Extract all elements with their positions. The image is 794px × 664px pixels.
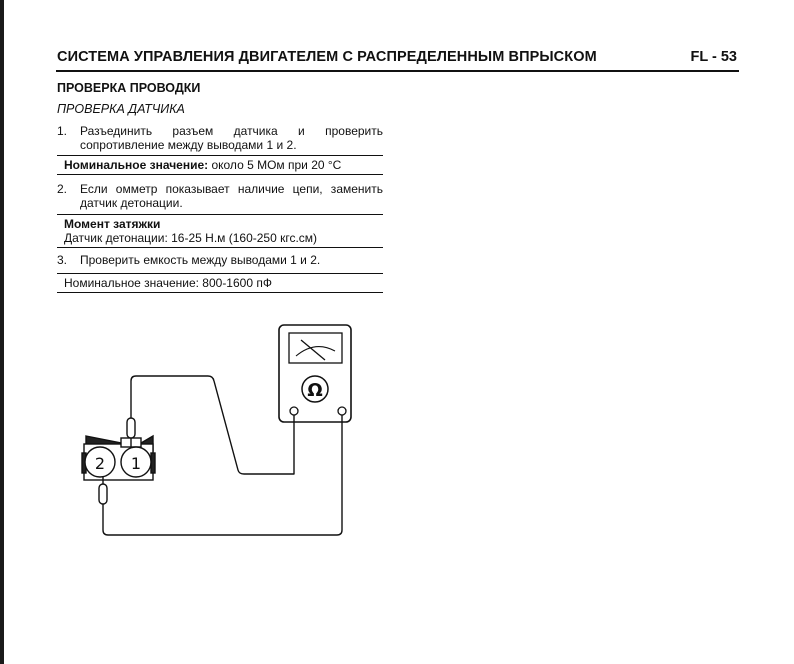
sensor-connector <box>82 418 155 504</box>
pin-2-label: 2 <box>94 454 106 473</box>
step-number: 3. <box>57 253 68 267</box>
step-number: 1. <box>57 124 68 138</box>
spec-value: около 5 МОм при 20 °С <box>208 158 342 172</box>
ohmmeter-terminal-left <box>290 407 298 415</box>
ohmmeter-dial <box>289 333 342 363</box>
step-number: 2. <box>57 182 68 196</box>
section-subtitle: ПРОВЕРКА ДАТЧИКА <box>57 102 185 116</box>
page-header-title: СИСТЕМА УПРАВЛЕНИЯ ДВИГАТЕЛЕМ С РАСПРЕДЕЛЕННЫМ ВПРЫСКОМ <box>57 49 597 65</box>
ohm-symbol: Ω <box>307 380 323 401</box>
torque-value: Датчик детонации: 16-25 Н.м (160-250 кгс.см) <box>64 231 318 245</box>
probe-pin1 <box>127 418 135 438</box>
step-text: Если омметр показывает наличие цепи, заменить датчик детонации. <box>80 182 383 210</box>
ohmmeter-terminal-right <box>338 407 346 415</box>
ohmmeter <box>279 325 351 422</box>
pin-1-label: 1 <box>130 454 142 473</box>
step-text: Разъединить разъем датчика и проверить сопротивление между выводами 1 и 2. <box>80 124 383 152</box>
capacitance-spec: Номинальное значение: 800-1600 пФ <box>64 276 272 290</box>
torque-label: Момент затяжки <box>64 217 161 231</box>
spec-label: Номинальное значение: <box>64 158 209 172</box>
probe-pin2 <box>99 484 107 504</box>
step-text: Проверить емкость между выводами 1 и 2. <box>80 253 321 267</box>
page-number: FL - 53 <box>690 49 737 65</box>
section-title: ПРОВЕРКА ПРОВОДКИ <box>57 81 201 95</box>
